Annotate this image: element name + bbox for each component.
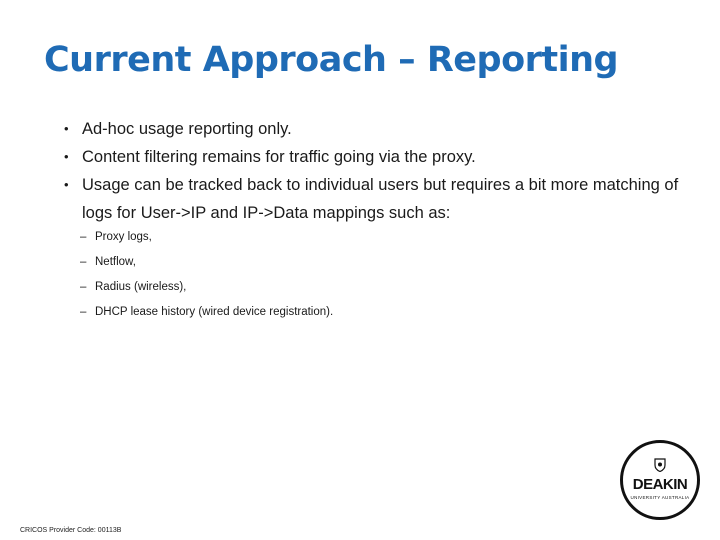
- logo-wordmark: DEAKIN: [632, 476, 688, 493]
- bullet-dot-icon: •: [64, 121, 69, 136]
- bullet-dot-icon: •: [64, 177, 69, 192]
- slide-title: Current Approach – Reporting: [44, 40, 619, 80]
- sub-bullet-text: Netflow,: [95, 256, 136, 268]
- logo-tagline: UNIVERSITY AUSTRALIA: [630, 495, 690, 500]
- sub-bullet-item: [0, 300, 700, 325]
- crest-icon: [654, 458, 666, 472]
- bullet-text-line-2: matching of logs for User->IP and IP->Data mappings such as:: [82, 176, 679, 222]
- bullet-dot-icon: •: [64, 149, 69, 164]
- dash-icon: –: [80, 281, 87, 293]
- sub-bullet-text: Radius (wireless),: [95, 281, 187, 293]
- sub-bullet-list: [0, 225, 700, 325]
- dash-icon: –: [80, 256, 87, 268]
- bullet-text-line-1: Usage can be tracked back to individual users but requires a bit more: [82, 176, 589, 194]
- bullet-list: [0, 115, 700, 227]
- sub-bullet-item: [0, 275, 700, 300]
- sub-bullet-text: DHCP lease history (wired device registration).: [95, 306, 334, 318]
- sub-bullet-text: Proxy logs,: [95, 231, 152, 243]
- bullet-item: [0, 171, 700, 227]
- bullet-item: [0, 143, 700, 171]
- sub-bullet-item: [0, 225, 700, 250]
- sub-bullet-item: [0, 250, 700, 275]
- deakin-logo: [620, 440, 700, 520]
- bullet-item: [0, 115, 700, 143]
- dash-icon: –: [80, 306, 87, 318]
- bullet-text: Ad-hoc usage reporting only.: [82, 120, 292, 138]
- dash-icon: –: [80, 231, 87, 243]
- cricos-code: CRICOS Provider Code: 00113B: [20, 527, 122, 534]
- bullet-text: Content filtering remains for traffic going via the proxy.: [82, 148, 476, 166]
